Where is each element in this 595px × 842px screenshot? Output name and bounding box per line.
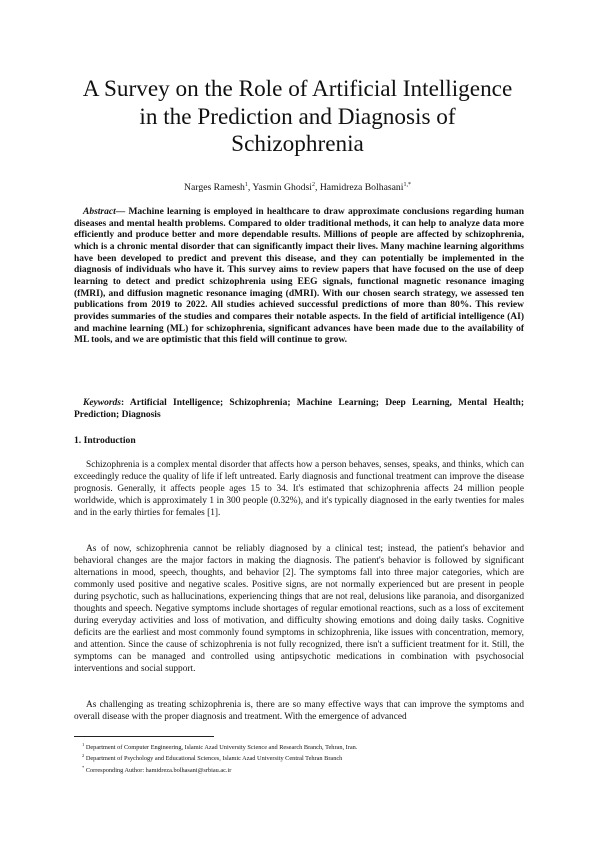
title-line: Schizophrenia bbox=[231, 131, 364, 157]
paper-title bbox=[60, 76, 535, 159]
author-name: Narges Ramesh bbox=[184, 182, 245, 194]
author-separator: , bbox=[247, 182, 253, 194]
abstract bbox=[74, 207, 524, 347]
footnote-text: Corresponding Author: hamidreza.bolhasani@srbiau.ac.ir bbox=[85, 766, 232, 774]
footnote bbox=[82, 764, 522, 775]
author-list bbox=[60, 179, 535, 194]
author-name: Hamidreza Bolhasani bbox=[319, 182, 404, 194]
author-separator: , bbox=[314, 182, 320, 194]
footnote-mark: 1 bbox=[82, 742, 85, 747]
body-paragraph: As challenging as treating schizophrenia is, there are so many effective ways that can improve the symptoms and overall disease with the proper diagnosis and treatment. With the emergence of advanced bbox=[74, 700, 524, 722]
abstract-dash: — bbox=[115, 207, 129, 217]
footnote-text: Department of Computer Engineering, Islamic Azad University Science and Research Branch, Tehran, Iran. bbox=[85, 744, 358, 752]
footnote-mark: 2 bbox=[82, 753, 85, 759]
footnote bbox=[82, 741, 522, 752]
section-heading: 1. Introduction bbox=[74, 435, 136, 446]
body-paragraph: As of now, schizophrenia cannot be reliably diagnosed by a clinical test; instead, the patient's behavior and behavioral changes are the major factors in making the diagnosis. The patient's behavior is followed by significant alternations in mood, speech, thoughts, and behavior [2]. The symptoms fall into three major categories, which are commonly used positive and negative scales. Positive signs, are not normally experienced but are present in people during psychotic, such as hallucinations, experiencing things that are not real, delusions like paranoia, and disorganized thoughts and speech. Negative symptoms include shortages of regular emotional reactions, such as a loss of excitement during everyday activities and loss of motivation, and difficulty showing emotions and doing daily tasks. Cognitive deficits are the earliest and most commonly found symptoms in schizophrenia, like issues with concentration, memory, and attention. Since the cause of schizophrenia is not fully recognized, there isn't a sufficient treatment for it. Still, the symptoms can be managed and controlled using antipsychotic medications in combination with psychosocial interventions and social support. bbox=[74, 544, 524, 674]
body-paragraph: Schizophrenia is a complex mental disorder that affects how a person behaves, senses, speaks, and thinks, which can exceedingly reduce the quality of life if left untreated. Early diagnosis and functional treatment can improve the disease prognosis. Generally, it affects people ages 15 to 34. It's estimated that schizophrenia affects 24 million people worldwide, which is approximately 1 in 300 people (0.32%), and it's typically diagnosed in the early twenties for males and in the early thirties for females [1]. bbox=[74, 460, 524, 518]
keywords-separator: : bbox=[121, 398, 130, 408]
abstract-text: Machine learning is employed in healthcare to draw approximate conclusions regarding human diseases and mental health problems. Compared to older traditional methods, it can help to analyze data more efficiently and produce better and more dependable results. Millions of people are affected by schizophrenia, which is a chronic mental disorder that can significantly impact their lives. Many machine learning algorithms have been developed to predict and prevent this disease, and they can potentially be implemented in the diagnosis of individuals who have it. This survey aims to review papers that have focused on the use of deep learning to detect and predict schizophrenia using EEG signals, functional magnetic resonance imaging (fMRI), and diffusion magnetic resonance imaging (dMRI). With our chosen search strategy, we assessed ten publications from 2019 to 2022. All studies achieved successful predictions of more than 80%. This review provides summaries of the studies and compares their notable aspects. In the field of artificial intelligence (AI) and machine learning (ML) for schizophrenia, significant advances have been made due to the availability of ML tools, and we are optimistic that this field will continue to grow. bbox=[74, 207, 524, 346]
author-name: Yasmin Ghodsi bbox=[252, 182, 312, 194]
title-line: A Survey on the Role of Artificial Intelligence bbox=[82, 76, 513, 102]
footnote-text: Department of Psychology and Educational Sciences, Islamic Azad University Central Tehran Branch bbox=[85, 755, 343, 763]
affiliation-mark: 1,* bbox=[403, 182, 411, 188]
keywords bbox=[74, 398, 524, 421]
keywords-text: Artificial Intelligence; Schizophrenia; Machine Learning; Deep Learning, Mental Health; Prediction; Diagnosis bbox=[74, 398, 524, 420]
footnote bbox=[82, 752, 522, 763]
affiliation-mark: 1 bbox=[244, 182, 248, 188]
abstract-label: Abstract bbox=[83, 207, 116, 217]
footnote-divider bbox=[74, 736, 214, 737]
footnote-mark: * bbox=[82, 764, 85, 770]
footnotes bbox=[82, 741, 522, 775]
title-line: in the Prediction and Diagnosis of bbox=[139, 103, 456, 130]
keywords-label: Keywords bbox=[83, 398, 121, 408]
affiliation-mark: 2 bbox=[311, 182, 315, 188]
